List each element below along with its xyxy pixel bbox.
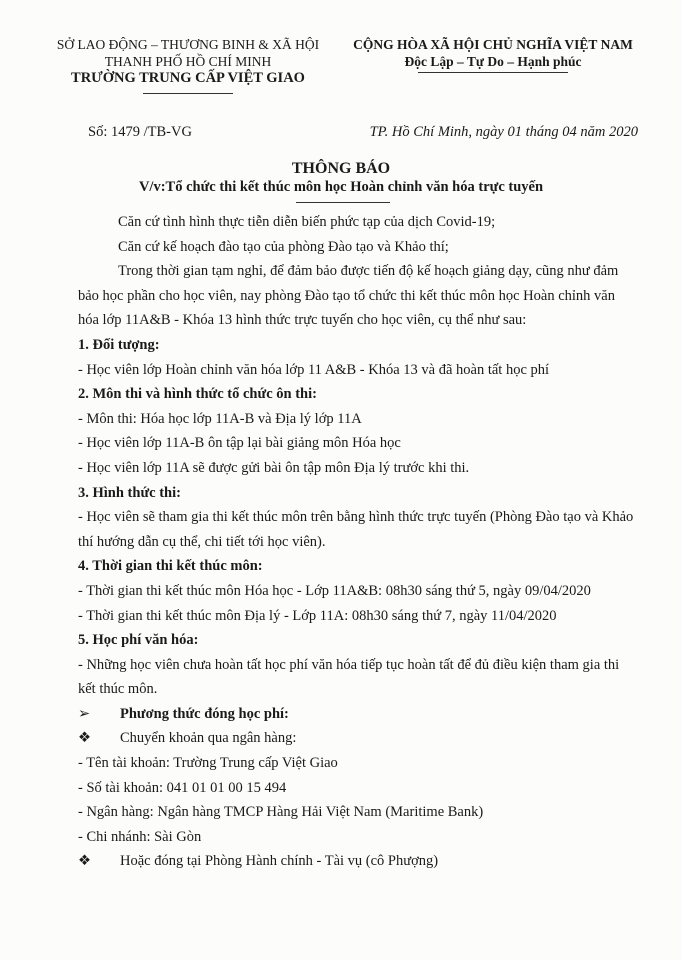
document-title: THÔNG BÁO <box>291 160 391 177</box>
national-title: CỘNG HÒA XÃ HỘI CHỦ NGHĨA VIỆT NAM <box>353 37 633 52</box>
section-4-item: - Thời gian thi kết thúc môn Hóa học - Lớp 11A&B: 08h30 sáng thứ 5, ngày 09/04/2020 <box>78 582 591 599</box>
bank-branch: - Chi nhánh: Sài Gòn <box>78 828 202 845</box>
issuer-school-name: TRƯỜNG TRUNG CẤP VIỆT GIAO <box>71 70 305 86</box>
section-1-heading: 1. Đối tượng: <box>78 336 160 353</box>
arrow-bullet-icon: ➢ <box>78 705 91 722</box>
bank-name: - Ngân hàng: Ngân hàng TMCP Hàng Hải Việt Nam (Maritime Bank) <box>78 804 484 821</box>
national-underline <box>418 72 568 73</box>
bank-transfer-label: Chuyển khoản qua ngân hàng: <box>120 730 297 747</box>
payment-method-heading: Phương thức đóng học phí: <box>120 705 289 722</box>
document-number: Số: 1479 /TB-VG <box>88 124 192 140</box>
section-3-item: - Học viên sẽ tham gia thi kết thúc môn trên bằng hình thức trực tuyến (Phòng Đào tạo và Khảo thí hướng dẫn cụ thể, chi tiết tới học viên). <box>78 509 634 550</box>
issuer-header <box>38 36 338 94</box>
national-motto: Độc Lập – Tự Do – Hạnh phúc <box>404 54 582 69</box>
section-2-heading: 2. Môn thi và hình thức tổ chức ôn thi: <box>78 386 317 403</box>
section-5-heading: 5. Học phí văn hóa: <box>78 632 199 649</box>
diamond-bullet-icon: ❖ <box>78 730 91 747</box>
document-date: TP. Hồ Chí Minh, ngày 01 tháng 04 năm 2020 <box>369 124 638 140</box>
issuer-line-2: THANH PHỐ HỒ CHÍ MINH <box>104 54 272 69</box>
office-payment-label: Hoặc đóng tại Phòng Hành chính - Tài vụ (cô Phượng) <box>120 853 439 870</box>
intro-paragraph-1: Căn cứ tình hình thực tiễn diễn biến phức tạp của dịch Covid-19; <box>118 214 496 230</box>
intro-paragraph-2: Căn cứ kế hoạch đào tạo của phòng Đào tạo và Khảo thí; <box>118 238 449 255</box>
account-name: - Tên tài khoản: Trường Trung cấp Việt Giao <box>78 755 338 772</box>
issuer-underline <box>143 93 233 94</box>
national-header <box>338 36 648 73</box>
document-body <box>78 210 638 874</box>
section-1-item: - Học viên lớp Hoàn chỉnh văn hóa lớp 11 A&B - Khóa 13 và đã hoàn tất học phí <box>78 361 550 378</box>
issuer-line-1: SỞ LAO ĐỘNG – THƯƠNG BINH & XÃ HỘI <box>56 37 320 52</box>
payment-method-line <box>78 702 638 727</box>
account-number: - Số tài khoản: 041 01 01 00 15 494 <box>78 779 287 796</box>
section-2-item: - Học viên lớp 11A-B ôn tập lại bài giảng môn Hóa học <box>78 435 401 452</box>
section-4-heading: 4. Thời gian thi kết thúc môn: <box>78 558 263 575</box>
section-2-item: - Học viên lớp 11A sẽ được gửi bài ôn tập môn Địa lý trước khi thi. <box>78 459 470 476</box>
bank-transfer-line <box>78 726 638 751</box>
diamond-bullet-icon: ❖ <box>78 853 91 870</box>
office-payment-line <box>78 849 638 874</box>
section-3-heading: 3. Hình thức thi: <box>78 484 181 501</box>
section-2-item: - Môn thi: Hóa học lớp 11A-B và Địa lý lớp 11A <box>78 410 362 427</box>
document-subject: V/v:Tổ chức thi kết thúc môn học Hoàn chỉnh văn hóa trực tuyến <box>138 179 544 195</box>
intro-paragraph-3: Trong thời gian tạm nghỉ, để đảm bảo được tiến độ kế hoạch giảng dạy, cũng như đảm bảo học phần cho học viên, nay phòng Đào tạo tổ chức thi kết thúc môn học Hoàn chỉnh văn hóa lớp 11A&B - Khóa 13 hình thức trực tuyến cho học viên, cụ thể như sau: <box>78 263 619 329</box>
section-5-item: - Những học viên chưa hoàn tất học phí văn hóa tiếp tục hoàn tất để đủ điều kiện tham gia thi kết thúc môn. <box>78 656 620 698</box>
subject-underline <box>296 202 390 203</box>
section-4-item: - Thời gian thi kết thúc môn Địa lý - Lớp 11A: 08h30 sáng thứ 7, ngày 11/04/2020 <box>78 607 557 624</box>
